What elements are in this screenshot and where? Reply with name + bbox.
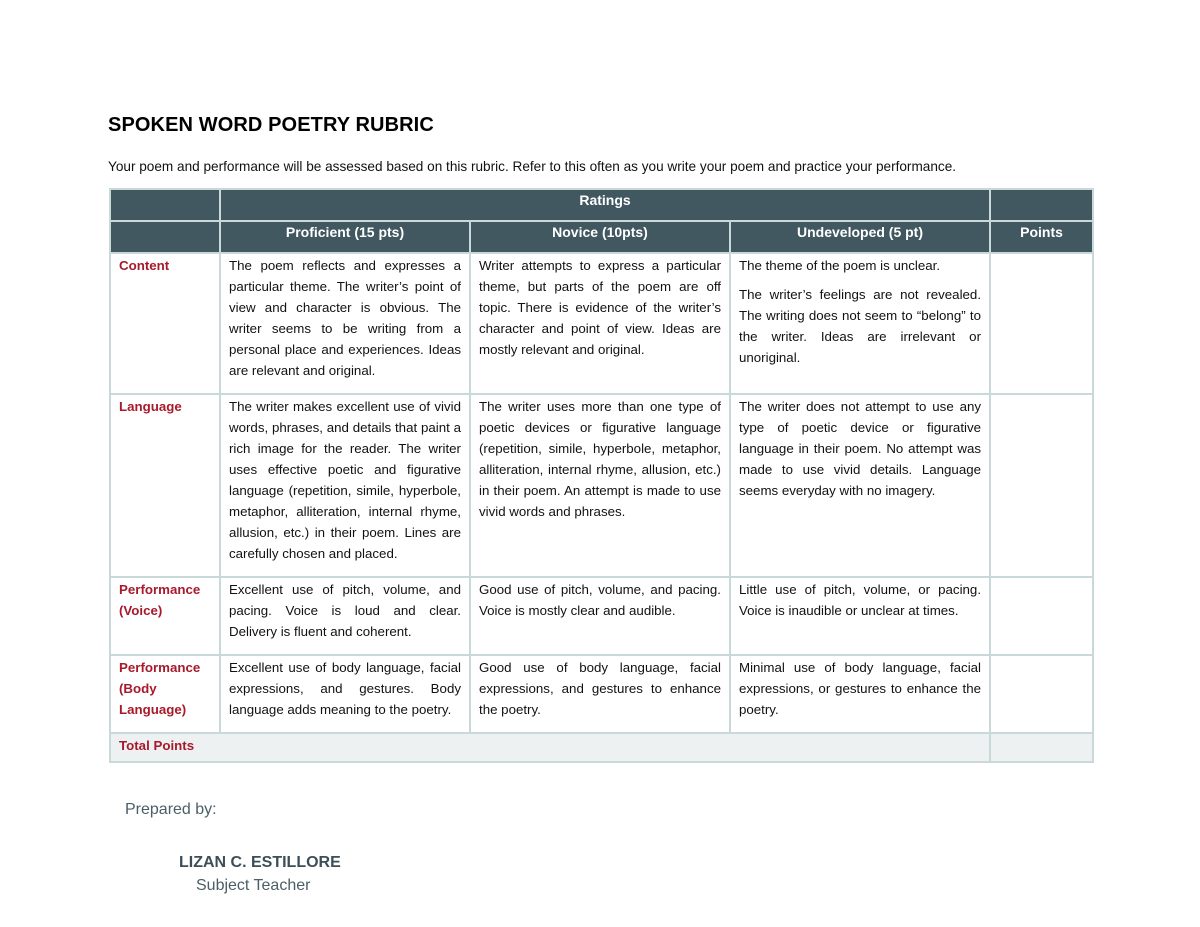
undeveloped-cell: [730, 655, 990, 733]
criterion-label: [110, 655, 220, 733]
cell-text: The theme of the poem is unclear.: [739, 258, 941, 273]
table-row-performance-voice: [110, 577, 1093, 655]
criterion-label-line: (Body: [119, 681, 157, 696]
teacher-role: Subject Teacher: [196, 877, 311, 894]
table-row-language: [110, 394, 1093, 577]
criterion-label-line: Language): [119, 702, 187, 717]
points-cell[interactable]: [990, 394, 1093, 577]
points-cell[interactable]: [990, 655, 1093, 733]
cell-text: The writer uses more than one type of poetic devices or figurative language (repetition, simile, hyperbole, metaphor, alliteration, internal rhyme, allusion, etc.) in their poem. An attempt is made to use vivid words and phrases.: [479, 399, 721, 519]
table-row-content: [110, 253, 1093, 394]
header-corner-cell-right: [990, 189, 1093, 221]
rubric-table: [109, 188, 1094, 763]
intro-text: Your poem and performance will be assessed based on this rubric. Refer to this often as you write your poem and practice your performance.: [108, 159, 957, 174]
cell-text: The writer makes excellent use of vivid words, phrases, and details that paint a rich image for the reader. The writer uses effective poetic and figurative language (repetition, simile, hyperbole, metaphor, alliteration, internal rhyme, allusion, etc.) in their poem. Lines are carefully chosen and placed.: [229, 399, 461, 561]
cell-text: Excellent use of pitch, volume, and pacing. Voice is loud and clear. Delivery is fluent and coherent.: [229, 582, 461, 639]
total-points-cell[interactable]: [990, 733, 1093, 762]
table-row-total: [110, 733, 1093, 762]
criterion-label-line: Performance: [119, 582, 201, 597]
novice-cell: [470, 394, 730, 577]
novice-cell: [470, 655, 730, 733]
points-cell[interactable]: [990, 577, 1093, 655]
prepared-by-label: Prepared by:: [125, 801, 217, 818]
ratings-header-row: [110, 189, 1093, 221]
criterion-column-header: [110, 221, 220, 253]
novice-cell: [470, 577, 730, 655]
cell-text: Writer attempts to express a particular theme, but parts of the poem are off topic. There is evidence of the writer’s character and point of view. Ideas are mostly relevant and original.: [479, 258, 721, 357]
undeveloped-cell: [730, 253, 990, 394]
cell-text: Good use of body language, facial expressions, and gestures to enhance the poetry.: [479, 660, 721, 717]
criterion-label: Content: [110, 253, 220, 394]
undeveloped-column-header: Undeveloped (5 pt): [730, 221, 990, 253]
cell-text: Minimal use of body language, facial expressions, or gestures to enhance the poetry.: [739, 660, 982, 717]
proficient-cell: [220, 655, 470, 733]
ratings-header: Ratings: [220, 189, 990, 221]
proficient-column-header: Proficient (15 pts): [220, 221, 470, 253]
criterion-label: [110, 577, 220, 655]
cell-text: Little use of pitch, volume, or pacing. Voice is inaudible or unclear at times.: [739, 582, 982, 618]
undeveloped-cell: [730, 577, 990, 655]
cell-text: Excellent use of body language, facial expressions, and gestures. Body language adds meaning to the poetry.: [229, 660, 461, 717]
teacher-name: LIZAN C. ESTILLORE: [179, 854, 341, 871]
undeveloped-cell: [730, 394, 990, 577]
proficient-cell: [220, 394, 470, 577]
cell-text: The poem reflects and expresses a particular theme. The writer’s point of view and character is obvious. The writer seems to be writing from a personal place and experiences. Ideas are relevant and original.: [229, 258, 461, 378]
cell-text: Good use of pitch, volume, and pacing. Voice is mostly clear and audible.: [479, 582, 721, 618]
proficient-cell: [220, 577, 470, 655]
criterion-label-line: Performance: [119, 660, 201, 675]
header-corner-cell: [110, 189, 220, 221]
total-points-label: Total Points: [110, 733, 990, 762]
novice-column-header: Novice (10pts): [470, 221, 730, 253]
criterion-label: Language: [110, 394, 220, 577]
cell-text: The writer’s feelings are not revealed. The writing does not seem to “belong” to the writer. Ideas are irrelevant or unoriginal.: [739, 287, 982, 365]
points-column-header: Points: [990, 221, 1093, 253]
novice-cell: [470, 253, 730, 394]
proficient-cell: [220, 253, 470, 394]
page-title: SPOKEN WORD POETRY RUBRIC: [108, 114, 434, 136]
table-row-performance-body: [110, 655, 1093, 733]
cell-text: The writer does not attempt to use any type of poetic device or figurative language in their poem. No attempt was made to use vivid details. Language seems everyday with no imagery.: [739, 399, 982, 498]
columns-header-row: [110, 221, 1093, 253]
criterion-label-line: (Voice): [119, 603, 163, 618]
points-cell[interactable]: [990, 253, 1093, 394]
